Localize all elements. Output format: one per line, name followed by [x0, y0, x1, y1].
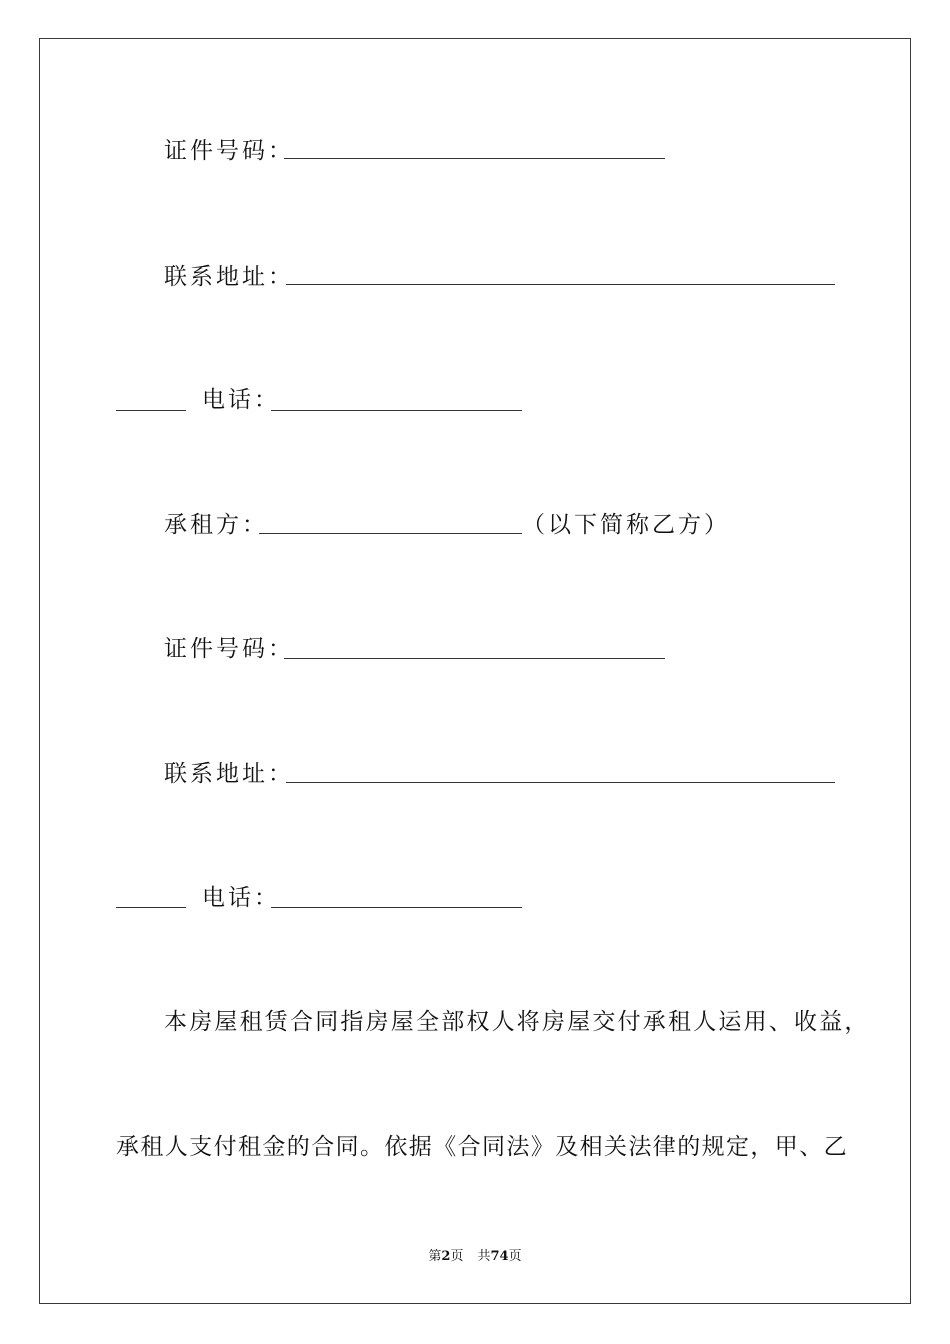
footer-page-number: 2: [441, 1249, 451, 1264]
party-a-id-label: 证件号码：: [164, 138, 294, 164]
page-frame: [39, 38, 911, 1304]
tenant-blank[interactable]: [259, 533, 522, 534]
footer-total-prefix: 共: [477, 1249, 491, 1264]
footer-total-pages: 74: [490, 1249, 509, 1264]
party-b-phone-blank[interactable]: [271, 907, 522, 908]
party-a-phone-label: 电话：: [202, 387, 280, 413]
body-line-1: 本房屋租赁合同指房屋全部权人将房屋交付承租人运用、收益，: [164, 1009, 870, 1035]
body-line-2: 承租人支付租金的合同。依据《合同法》及相关法律的规定，甲、乙: [116, 1134, 848, 1160]
party-a-address-blank[interactable]: [286, 284, 835, 285]
tenant-suffix: （以下简称乙方）: [522, 512, 730, 538]
page-footer: [0, 1248, 950, 1266]
party-b-id-label: 证件号码：: [164, 636, 294, 662]
party-b-id-blank[interactable]: [284, 658, 665, 659]
party-b-phone-label: 电话：: [202, 885, 280, 911]
party-b-address-blank[interactable]: [286, 782, 835, 783]
tenant-label: 承租方：: [164, 512, 268, 538]
party-b-address-label: 联系地址：: [164, 761, 294, 787]
footer-prefix: 第: [428, 1249, 442, 1264]
footer-total-suffix: 页: [508, 1249, 522, 1264]
footer-page-suffix: 页: [450, 1249, 464, 1264]
party-a-phone-blank[interactable]: [271, 410, 522, 411]
party-a-address-cont-blank[interactable]: [116, 410, 186, 411]
party-a-address-label: 联系地址：: [164, 264, 294, 290]
party-a-id-blank[interactable]: [284, 158, 665, 159]
party-b-address-cont-blank[interactable]: [116, 907, 186, 908]
